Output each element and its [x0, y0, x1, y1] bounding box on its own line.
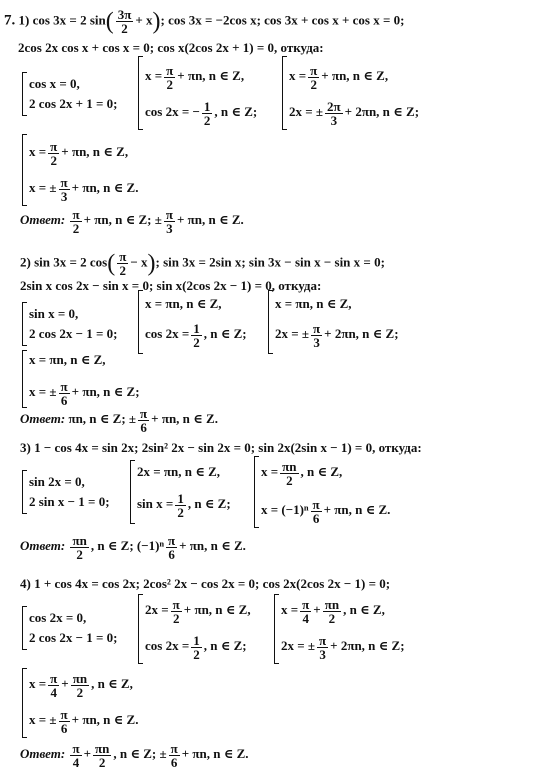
- p1-eq-rest: ; cos 3x = −2cos x; cos 3x + cos x + cos x = 0;: [160, 12, 405, 28]
- p4-system-4: x = $\frac{\pi}{4}$ + $\frac{\pi n}{2}$ , n ∈ Z, x = ± $\frac{\pi}{6}$ + πn, n ∈ Z.: [22, 668, 183, 738]
- p1-frac-3pi-2: $\frac{3\pi}{2}$: [117, 7, 132, 36]
- p1-sys4-row2: x = ± $\frac{\pi}{3}$ + πn, n ∈ Z.: [29, 174, 139, 204]
- p2-frac-pi-2: $\frac{\pi}{2}$: [119, 249, 127, 278]
- p1-sys3-row2: 2x = ± $\frac{2\pi}{3}$ + 2πn, n ∈ Z;: [289, 98, 420, 128]
- p1-sys1-row2: 2 cos 2x + 1 = 0;: [29, 96, 118, 111]
- p2-system-1: sin x = 0, 2 cos 2x − 1 = 0;: [22, 302, 131, 346]
- p3-label: 3): [20, 440, 31, 455]
- p1-line1: 7. 1) cos 3x = 2 sin( $\frac{3\pi}{2}$ + x); cos 3x = −2cos x; cos 3x + cos x + cos x = 0;: [4, 7, 405, 36]
- p3-answer: Ответ: $\frac{\pi n}{2}$ , n ∈ Z; (−1)ⁿ $\frac{\pi}{6}$ + πn, n ∈ Z.: [20, 532, 246, 562]
- p1-eq-start: cos 3x = 2 sin: [32, 12, 106, 28]
- p4-label: 4): [20, 576, 31, 591]
- p2-system-3: x = πn, n ∈ Z, 2x = ± $\frac{\pi}{3}$ + 2πn, n ∈ Z;: [268, 290, 423, 354]
- p1-system-1: [22, 72, 131, 116]
- p3-line1: 3) 1 − cos 4x = sin 2x; 2sin² 2x − sin 2x = 0; sin 2x(2sin x − 1) = 0, откуда:: [20, 440, 422, 455]
- answer-label: Ответ:: [20, 212, 66, 227]
- p1-label: 1): [18, 12, 30, 28]
- p4-system-1: cos 2x = 0, 2 cos 2x − 1 = 0;: [22, 606, 131, 650]
- p2-line2: 2sin x cos 2x − sin x = 0; sin x(2cos 2x − 1) = 0, откуда:: [20, 278, 322, 293]
- p2-system-4: x = πn, n ∈ Z, x = ± $\frac{\pi}{6}$ + πn, n ∈ Z;: [22, 350, 163, 408]
- p1-system-3: [282, 56, 443, 130]
- p4-line1: 4) 1 + cos 4x = cos 2x; 2cos² 2x − cos 2x = 0; cos 2x(2cos 2x − 1) = 0;: [20, 576, 391, 591]
- p2-label: 2): [20, 254, 31, 270]
- p4-system-2: 2x = $\frac{\pi}{2}$ + πn, n ∈ Z, cos 2x = $\frac{1}{2}$ , n ∈ Z;: [138, 594, 269, 664]
- p2-answer: Ответ: πn, n ∈ Z; ± $\frac{\pi}{6}$ + πn, n ∈ Z.: [20, 405, 218, 435]
- p1-sys4-row1: x = $\frac{\pi}{2}$ + πn, n ∈ Z,: [29, 138, 129, 168]
- p1-eq-plus-x: + x: [135, 12, 153, 28]
- p4-answer: Ответ: $\frac{\pi}{4}$ + $\frac{\pi n}{2}$ , n ∈ Z; ± $\frac{\pi}{6}$ + πn, n ∈ Z.: [20, 740, 249, 770]
- p1-system-2: [138, 56, 273, 130]
- p1-answer: Ответ: $\frac{\pi}{2}$ + πn, n ∈ Z; ± $\frac{\pi}{3}$ + πn, n ∈ Z.: [20, 206, 244, 236]
- p4-system-3: x = $\frac{\pi}{4}$ + $\frac{\pi n}{2}$ , n ∈ Z, 2x = ± $\frac{\pi}{3}$ + 2πn, n ∈ Z;: [274, 594, 443, 664]
- problem-number: 7.: [4, 12, 16, 29]
- p3-system-2: 2x = πn, n ∈ Z, sin x = $\frac{1}{2}$ , n ∈ Z;: [130, 460, 247, 524]
- p1-system-4: [22, 134, 173, 206]
- p1-sys2-row2: cos 2x = − $\frac{1}{2}$ , n ∈ Z;: [145, 98, 258, 128]
- p2-system-2: x = πn, n ∈ Z, cos 2x = $\frac{1}{2}$ , n ∈ Z;: [138, 290, 261, 354]
- p1-sys2-row1: x = $\frac{\pi}{2}$ + πn, n ∈ Z,: [145, 62, 245, 92]
- p3-system-1: sin 2x = 0, 2 sin x − 1 = 0;: [22, 470, 127, 514]
- p3-system-3: x = $\frac{\pi n}{2}$ , n ∈ Z, x = (−1)ⁿ $\frac{\pi}{6}$ + πn, n ∈ Z.: [254, 456, 409, 528]
- p1-line2: 2cos 2x cos x + cos x = 0; cos x(2cos 2x + 1) = 0, откуда:: [18, 40, 324, 55]
- p1-sys1-row1: cos x = 0,: [29, 76, 80, 91]
- p1-sys3-row1: x = $\frac{\pi}{2}$ + πn, n ∈ Z,: [289, 62, 389, 92]
- p2-line1: 2) sin 3x = 2 cos( $\frac{\pi}{2}$ − x); sin 3x = 2sin x; sin 3x − sin x − sin x = 0;: [20, 249, 385, 278]
